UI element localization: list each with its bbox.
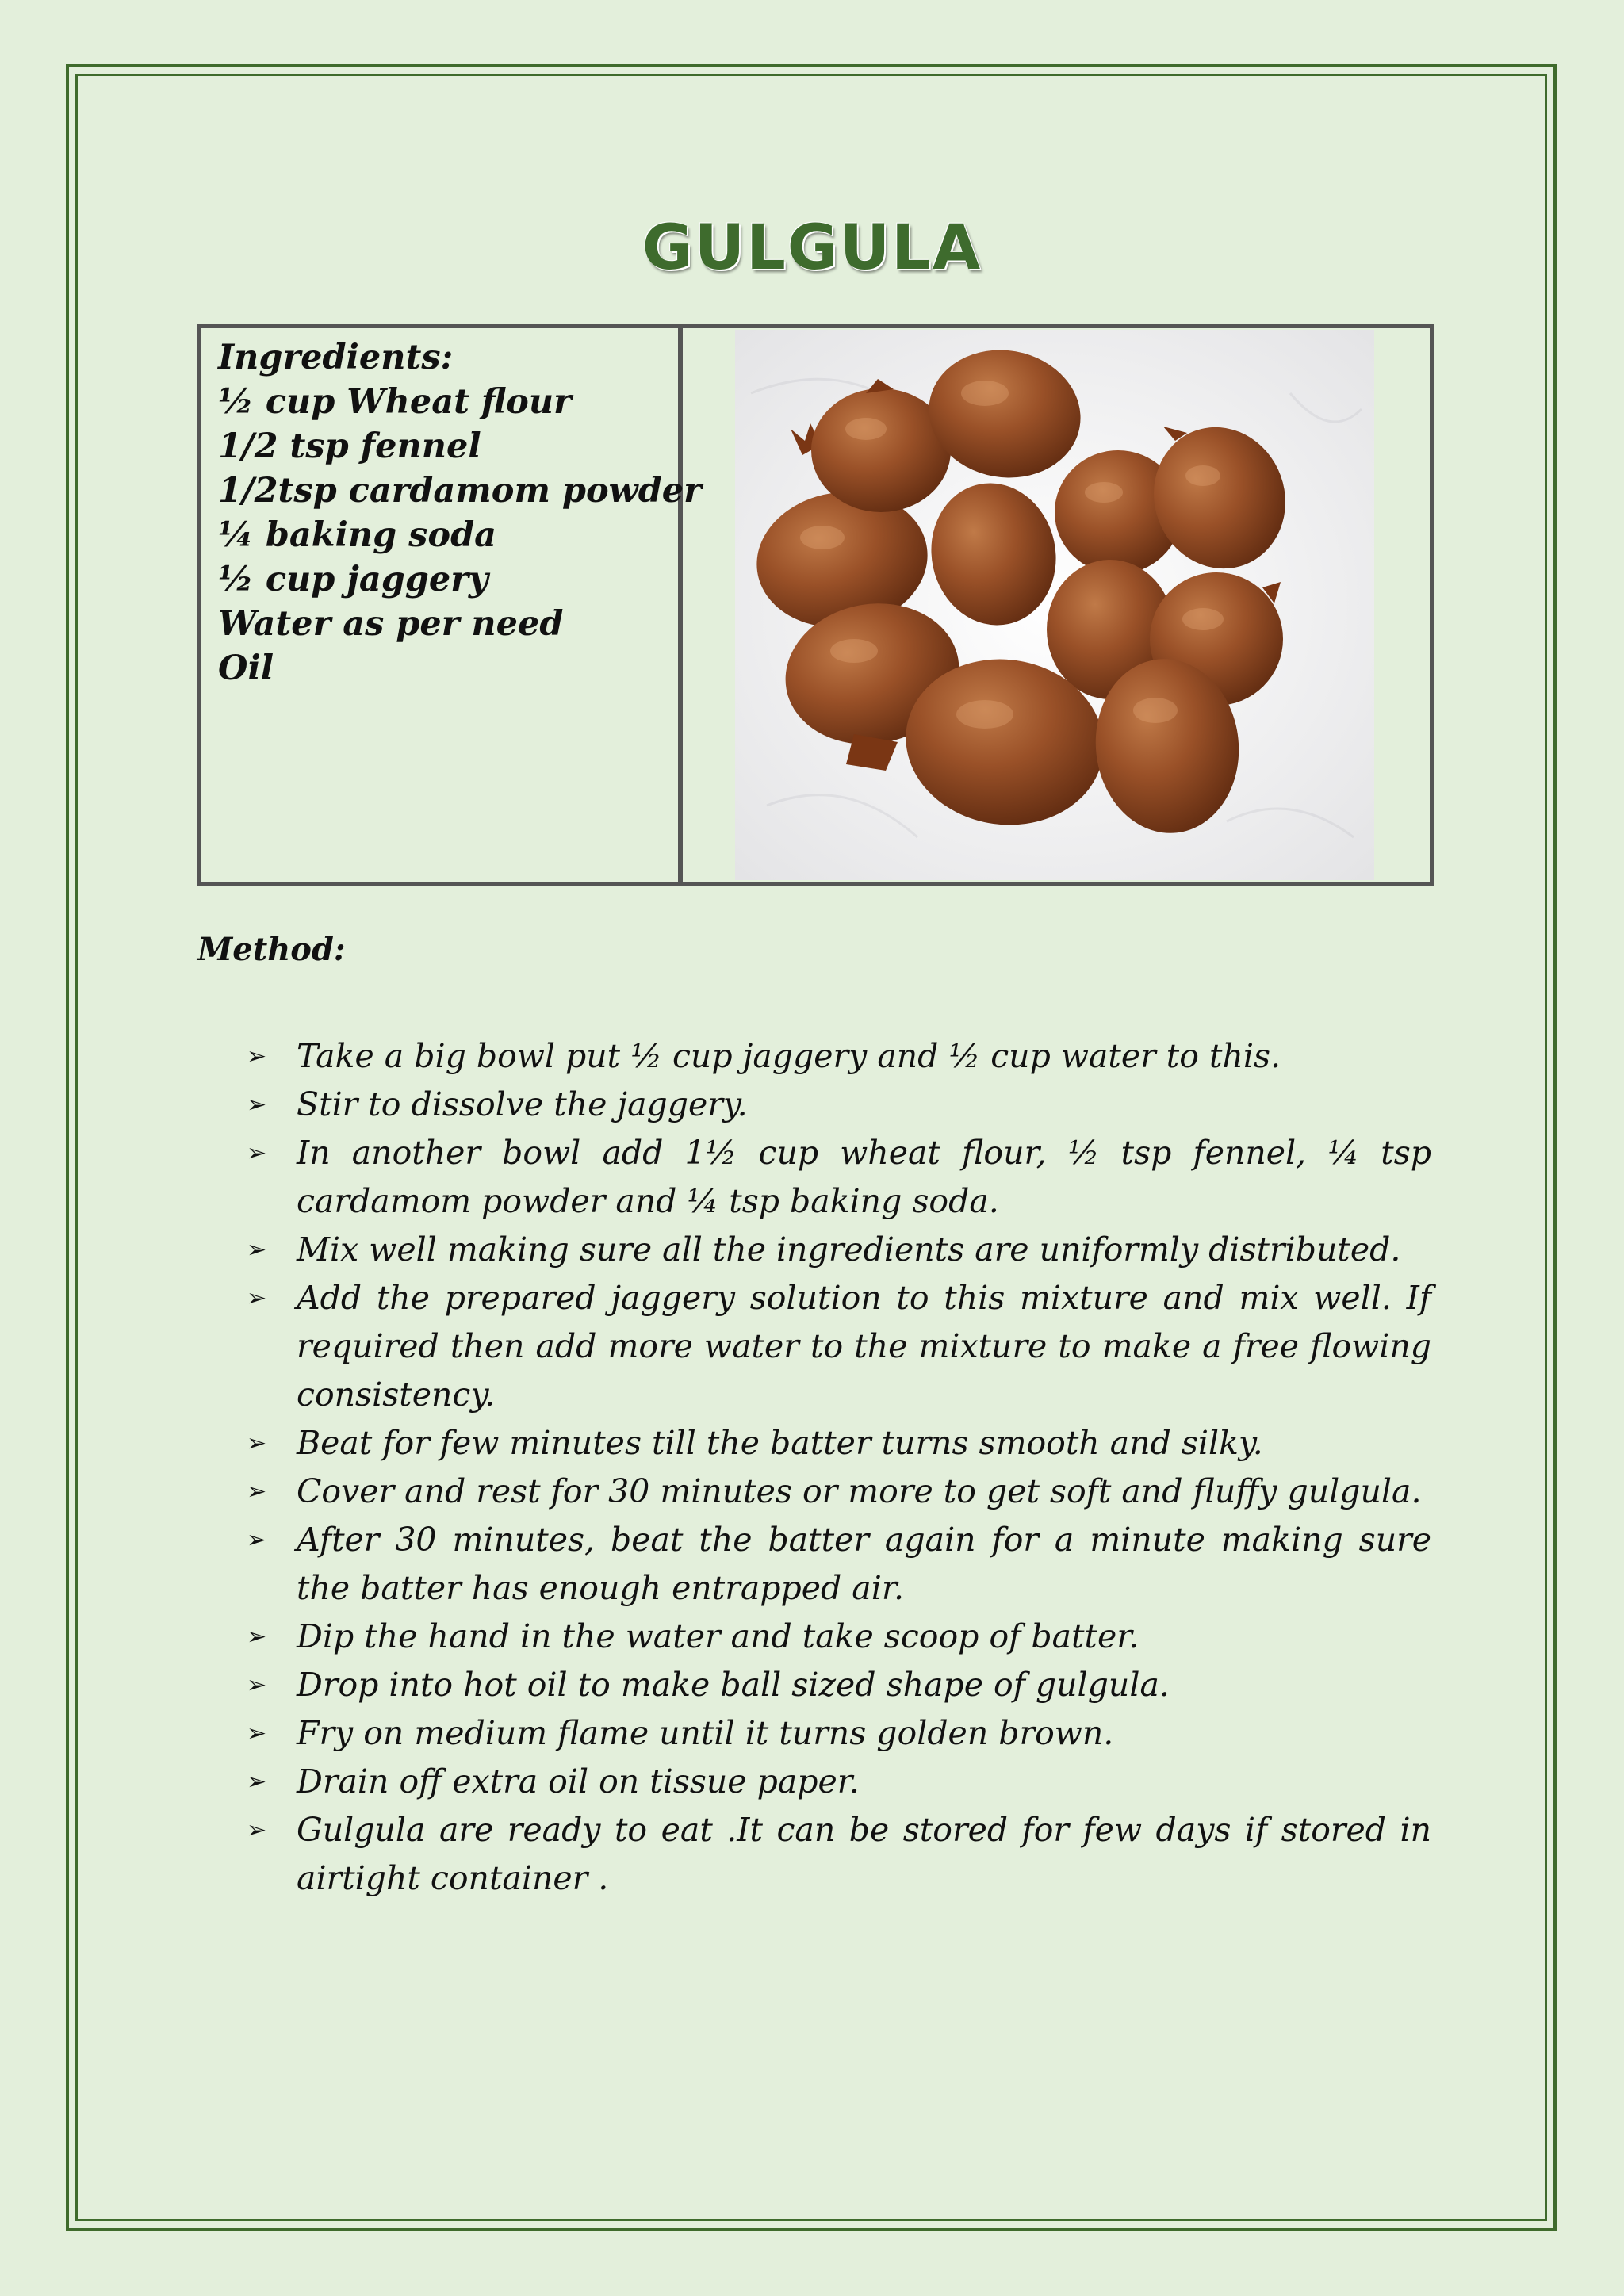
method-step-text: Stir to dissolve the jaggery. [297,1085,748,1123]
method-step-text: Drain off extra oil on tissue paper. [297,1762,860,1800]
method-step-text: After 30 minutes, beat the batter again for a minute making sure the batter has enough entrapped air. [297,1521,1431,1607]
arrow-bullet-icon: ➢ [247,1816,267,1844]
method-step [247,1468,1431,1516]
gulgula-photo [735,330,1374,880]
method-step [247,1613,1431,1661]
method-step-text: Drop into hot oil to make ball sized shape of gulgula. [297,1666,1170,1704]
method-step-text: Gulgula are ready to eat .It can be stored for few days if stored in airtight container . [297,1811,1431,1897]
method-steps-list [247,1032,1431,1903]
method-step [247,1516,1431,1613]
method-step [247,1806,1431,1903]
method-step [247,1758,1431,1806]
method-step-text: Cover and rest for 30 minutes or more to get soft and fluffy gulgula. [297,1472,1422,1510]
method-step-text: Take a big bowl put ½ cup jaggery and ½ cup water to this. [297,1037,1281,1075]
method-step-text: Beat for few minutes till the batter turns smooth and silky. [297,1424,1263,1462]
recipe-title: GULGULA [642,212,982,284]
ingredient-item: ¼ baking soda [218,515,496,555]
arrow-bullet-icon: ➢ [247,1284,267,1312]
method-step [247,1129,1431,1226]
ingredient-item: 1/2tsp cardamom powder [218,471,702,511]
method-step [247,1661,1431,1709]
method-heading: Method: [197,931,346,968]
ingredients-cell [201,328,702,882]
method-step [247,1226,1431,1274]
arrow-bullet-icon: ➢ [247,1671,267,1699]
arrow-bullet-icon: ➢ [247,1720,267,1747]
method-step [247,1032,1431,1081]
method-step [247,1081,1431,1129]
arrow-bullet-icon: ➢ [247,1526,267,1554]
arrow-bullet-icon: ➢ [247,1623,267,1651]
arrow-bullet-icon: ➢ [247,1139,267,1167]
arrow-bullet-icon: ➢ [247,1236,267,1264]
method-step [247,1709,1431,1758]
recipe-table [197,324,1434,886]
method-step-text: In another bowl add 1½ cup wheat flour, ½ tsp fennel, ¼ tsp cardamom powder and ¼ tsp baking soda. [297,1134,1431,1220]
arrow-bullet-icon: ➢ [247,1043,267,1070]
method-step-text: Add the prepared jaggery solution to this mixture and mix well. If required then add more water to the mixture to make a free flowing consistency. [297,1279,1431,1414]
ingredient-item: ½ cup jaggery [218,560,488,599]
arrow-bullet-icon: ➢ [247,1768,267,1796]
arrow-bullet-icon: ➢ [247,1091,267,1119]
method-step [247,1274,1431,1419]
ingredient-item: Water as per need [218,604,564,644]
ingredient-item: Oil [218,649,274,688]
method-step [247,1419,1431,1468]
arrow-bullet-icon: ➢ [247,1429,267,1457]
ingredient-item: ½ cup Wheat flour [218,382,572,422]
method-step-text: Fry on medium flame until it turns golden brown. [297,1714,1114,1752]
method-step-text: Mix well making sure all the ingredients are uniformly distributed. [297,1230,1401,1269]
ingredient-item: 1/2 tsp fennel [218,427,481,466]
method-step-text: Dip the hand in the water and take scoop of batter. [297,1617,1139,1655]
image-cell [683,328,1430,882]
ingredients-heading: Ingredients: [218,338,454,377]
arrow-bullet-icon: ➢ [247,1478,267,1506]
